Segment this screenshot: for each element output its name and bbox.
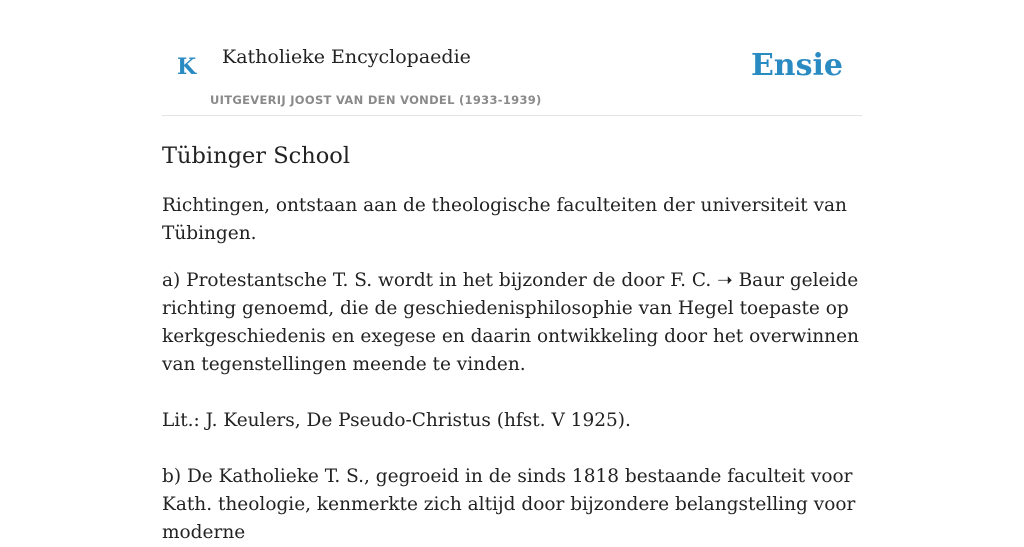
content-container [162, 0, 862, 547]
article [162, 141, 862, 547]
article-paragraph-b: b) De Katholieke T. S., gegroeid in de sinds 1818 bestaande faculteit voor Kath. theologie, kenmerkte zich altijd door bijzondere belangstelling voor moderne [162, 466, 856, 543]
reference-arrow-icon: ➝ [717, 270, 733, 291]
ensie-brand-link[interactable]: Ensie [750, 48, 843, 83]
literature-reference: Lit.: J. Keulers, De Pseudo-Christus (hfst. V 1925). [162, 410, 631, 431]
article-intro-paragraph: Richtingen, ontstaan aan de theologische faculteiten der universiteit van Tübingen. [162, 195, 847, 244]
site-title[interactable]: Katholieke Encyclopaedie [222, 46, 471, 68]
site-header [162, 0, 862, 116]
reference-link-label: Baur [732, 270, 784, 291]
encyclopedia-logo-icon[interactable]: K [177, 54, 197, 80]
publisher-subtitle: UITGEVERIJ JOOST VAN DEN VONDEL (1933-1939) [210, 93, 542, 107]
paragraph-a-text-before: a) Protestantsche T. S. wordt in het bijzonder de door F. C. [162, 270, 718, 291]
baur-reference-link[interactable] [717, 270, 784, 291]
article-paragraph-a [162, 267, 862, 379]
article-title: Tübinger School [162, 143, 351, 169]
paragraph-a-text-after: geleide richting genoemd, die de geschiedenisphilosophie van Hegel toepaste op kerkgeschiedenis en exegese en daarin ontwikkeling door het overwinnen van tegenstellingen meende te vinden. [162, 270, 859, 375]
